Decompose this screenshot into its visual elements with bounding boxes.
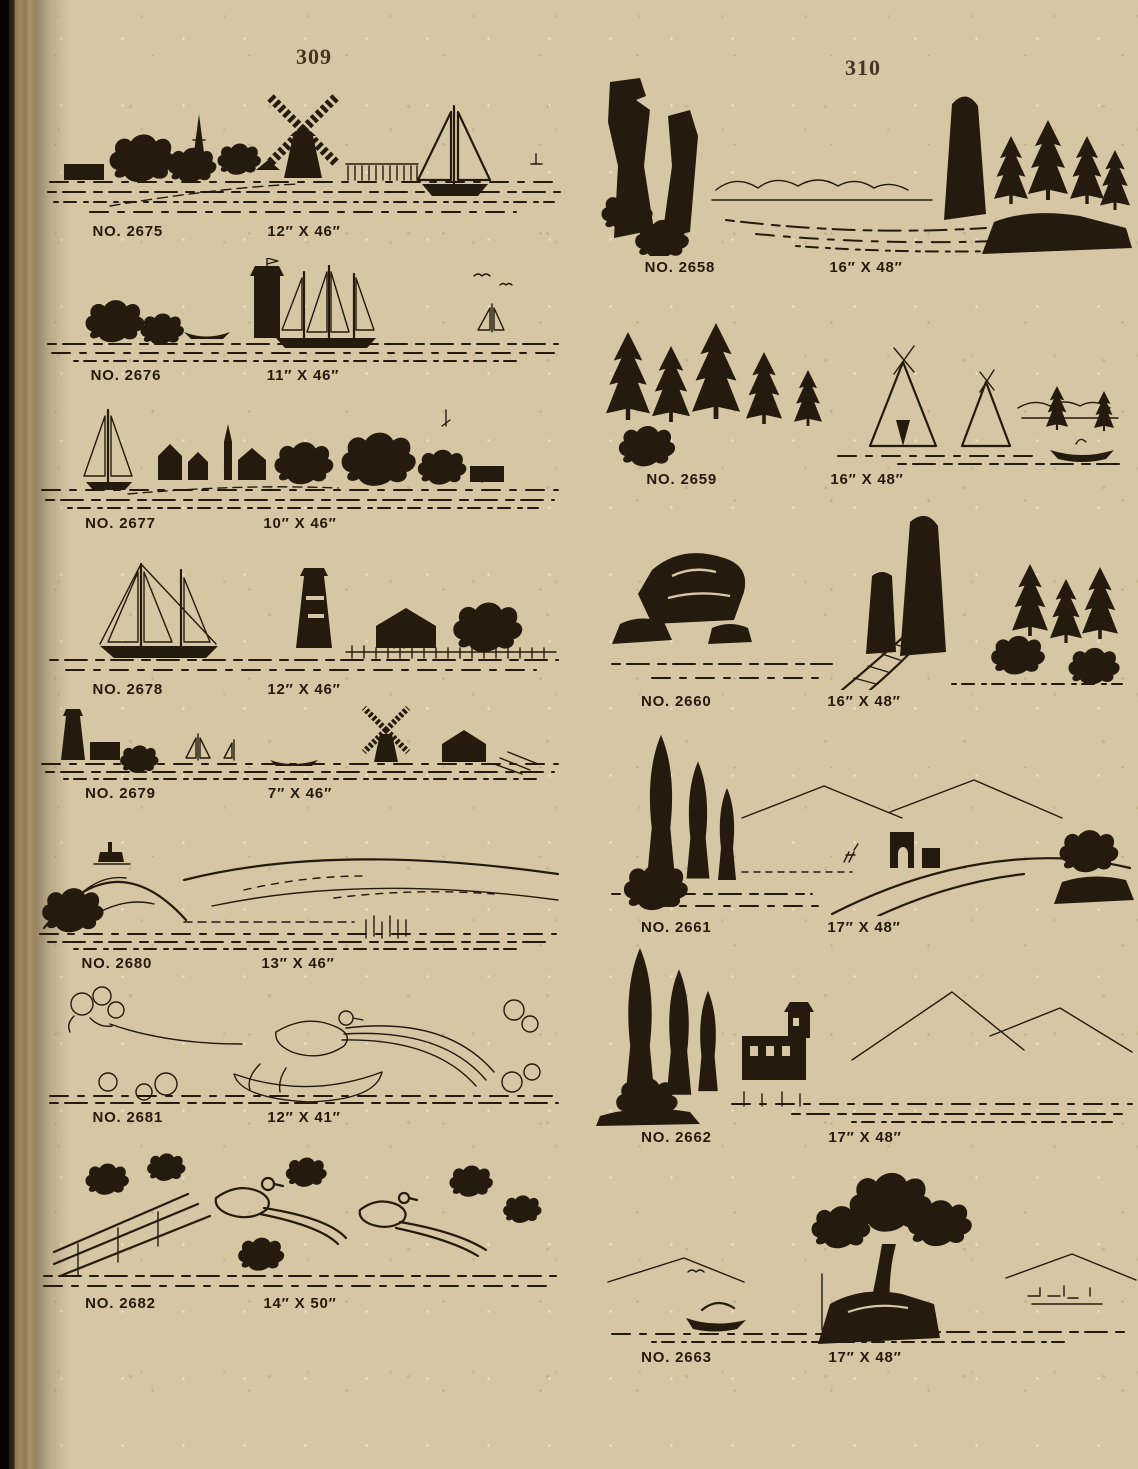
item-number: NO. 2675 bbox=[92, 223, 164, 240]
item-number: NO. 2678 bbox=[92, 681, 164, 698]
item-size: 13″ X 46″ bbox=[261, 955, 335, 972]
illustration-pheasant-flowers-bowl bbox=[46, 980, 562, 1106]
catalog-item-2661 bbox=[592, 722, 1136, 942]
illustration-pheasants-cabin-flowers bbox=[38, 1140, 562, 1292]
item-number: NO. 2660 bbox=[640, 693, 712, 710]
page-number-right: 310 bbox=[845, 55, 881, 80]
catalog-item-2663 bbox=[592, 1152, 1138, 1372]
catalog-item-2682 bbox=[38, 1140, 562, 1318]
illustration-castle-harbor-ships bbox=[44, 258, 562, 364]
illustration-cypress-villa-lake bbox=[592, 944, 1138, 1126]
catalog-item-2677 bbox=[38, 396, 562, 538]
item-size: 16″ X 48″ bbox=[827, 693, 901, 710]
illustration-tree-rock-boat-lake bbox=[592, 1152, 1138, 1346]
catalog-item-2678 bbox=[46, 556, 562, 704]
illustration-lighthouse-windmill-shore bbox=[38, 700, 562, 782]
item-size: 16″ X 48″ bbox=[830, 471, 904, 488]
item-size: 17″ X 48″ bbox=[827, 919, 901, 936]
item-size: 12″ X 46″ bbox=[267, 681, 341, 698]
item-size: 14″ X 50″ bbox=[263, 1295, 337, 1312]
item-size: 12″ X 41″ bbox=[267, 1109, 341, 1126]
catalog-item-2662 bbox=[592, 944, 1138, 1152]
item-number: NO. 2658 bbox=[644, 259, 716, 276]
catalog-item-2658 bbox=[596, 74, 1136, 282]
item-size: 12″ X 46″ bbox=[267, 223, 341, 240]
illustration-rock-pillars-pines-lake bbox=[596, 74, 1136, 256]
catalog-item-2659 bbox=[598, 288, 1136, 494]
item-number: NO. 2659 bbox=[646, 471, 718, 488]
illustration-cypress-road-mountains bbox=[592, 722, 1136, 916]
illustration-windmill-harbor bbox=[46, 84, 562, 220]
item-number: NO. 2681 bbox=[92, 1109, 164, 1126]
item-size: 16″ X 48″ bbox=[829, 259, 903, 276]
illustration-village-sailboats bbox=[38, 396, 562, 512]
item-size: 17″ X 48″ bbox=[828, 1349, 902, 1366]
item-number: NO. 2661 bbox=[640, 919, 712, 936]
item-number: NO. 2677 bbox=[85, 515, 156, 532]
illustration-schooner-lighthouse bbox=[46, 556, 562, 678]
item-number: NO. 2662 bbox=[641, 1129, 712, 1146]
item-size: 11″ X 46″ bbox=[266, 367, 340, 384]
item-number: NO. 2680 bbox=[81, 955, 153, 972]
item-number: NO. 2682 bbox=[85, 1295, 156, 1312]
illustration-pines-teepees-canoe bbox=[598, 288, 1136, 468]
catalog-item-2680 bbox=[34, 812, 562, 978]
illustration-hilltop-castle-lake bbox=[34, 812, 562, 952]
item-number: NO. 2676 bbox=[90, 367, 162, 384]
page-number-left: 309 bbox=[296, 44, 332, 69]
catalog-item-2676 bbox=[44, 258, 562, 390]
catalog-item-2681 bbox=[46, 980, 562, 1132]
item-size: 10″ X 46″ bbox=[263, 515, 337, 532]
item-number: NO. 2663 bbox=[641, 1349, 712, 1366]
catalog-item-2679 bbox=[38, 700, 562, 808]
catalog-item-2660 bbox=[592, 506, 1136, 716]
catalog-item-2675 bbox=[46, 84, 562, 246]
item-size: 7″ X 46″ bbox=[267, 785, 333, 802]
item-size: 17″ X 48″ bbox=[828, 1129, 902, 1146]
illustration-boulders-spire-railroad bbox=[592, 506, 1136, 690]
item-number: NO. 2679 bbox=[85, 785, 156, 802]
